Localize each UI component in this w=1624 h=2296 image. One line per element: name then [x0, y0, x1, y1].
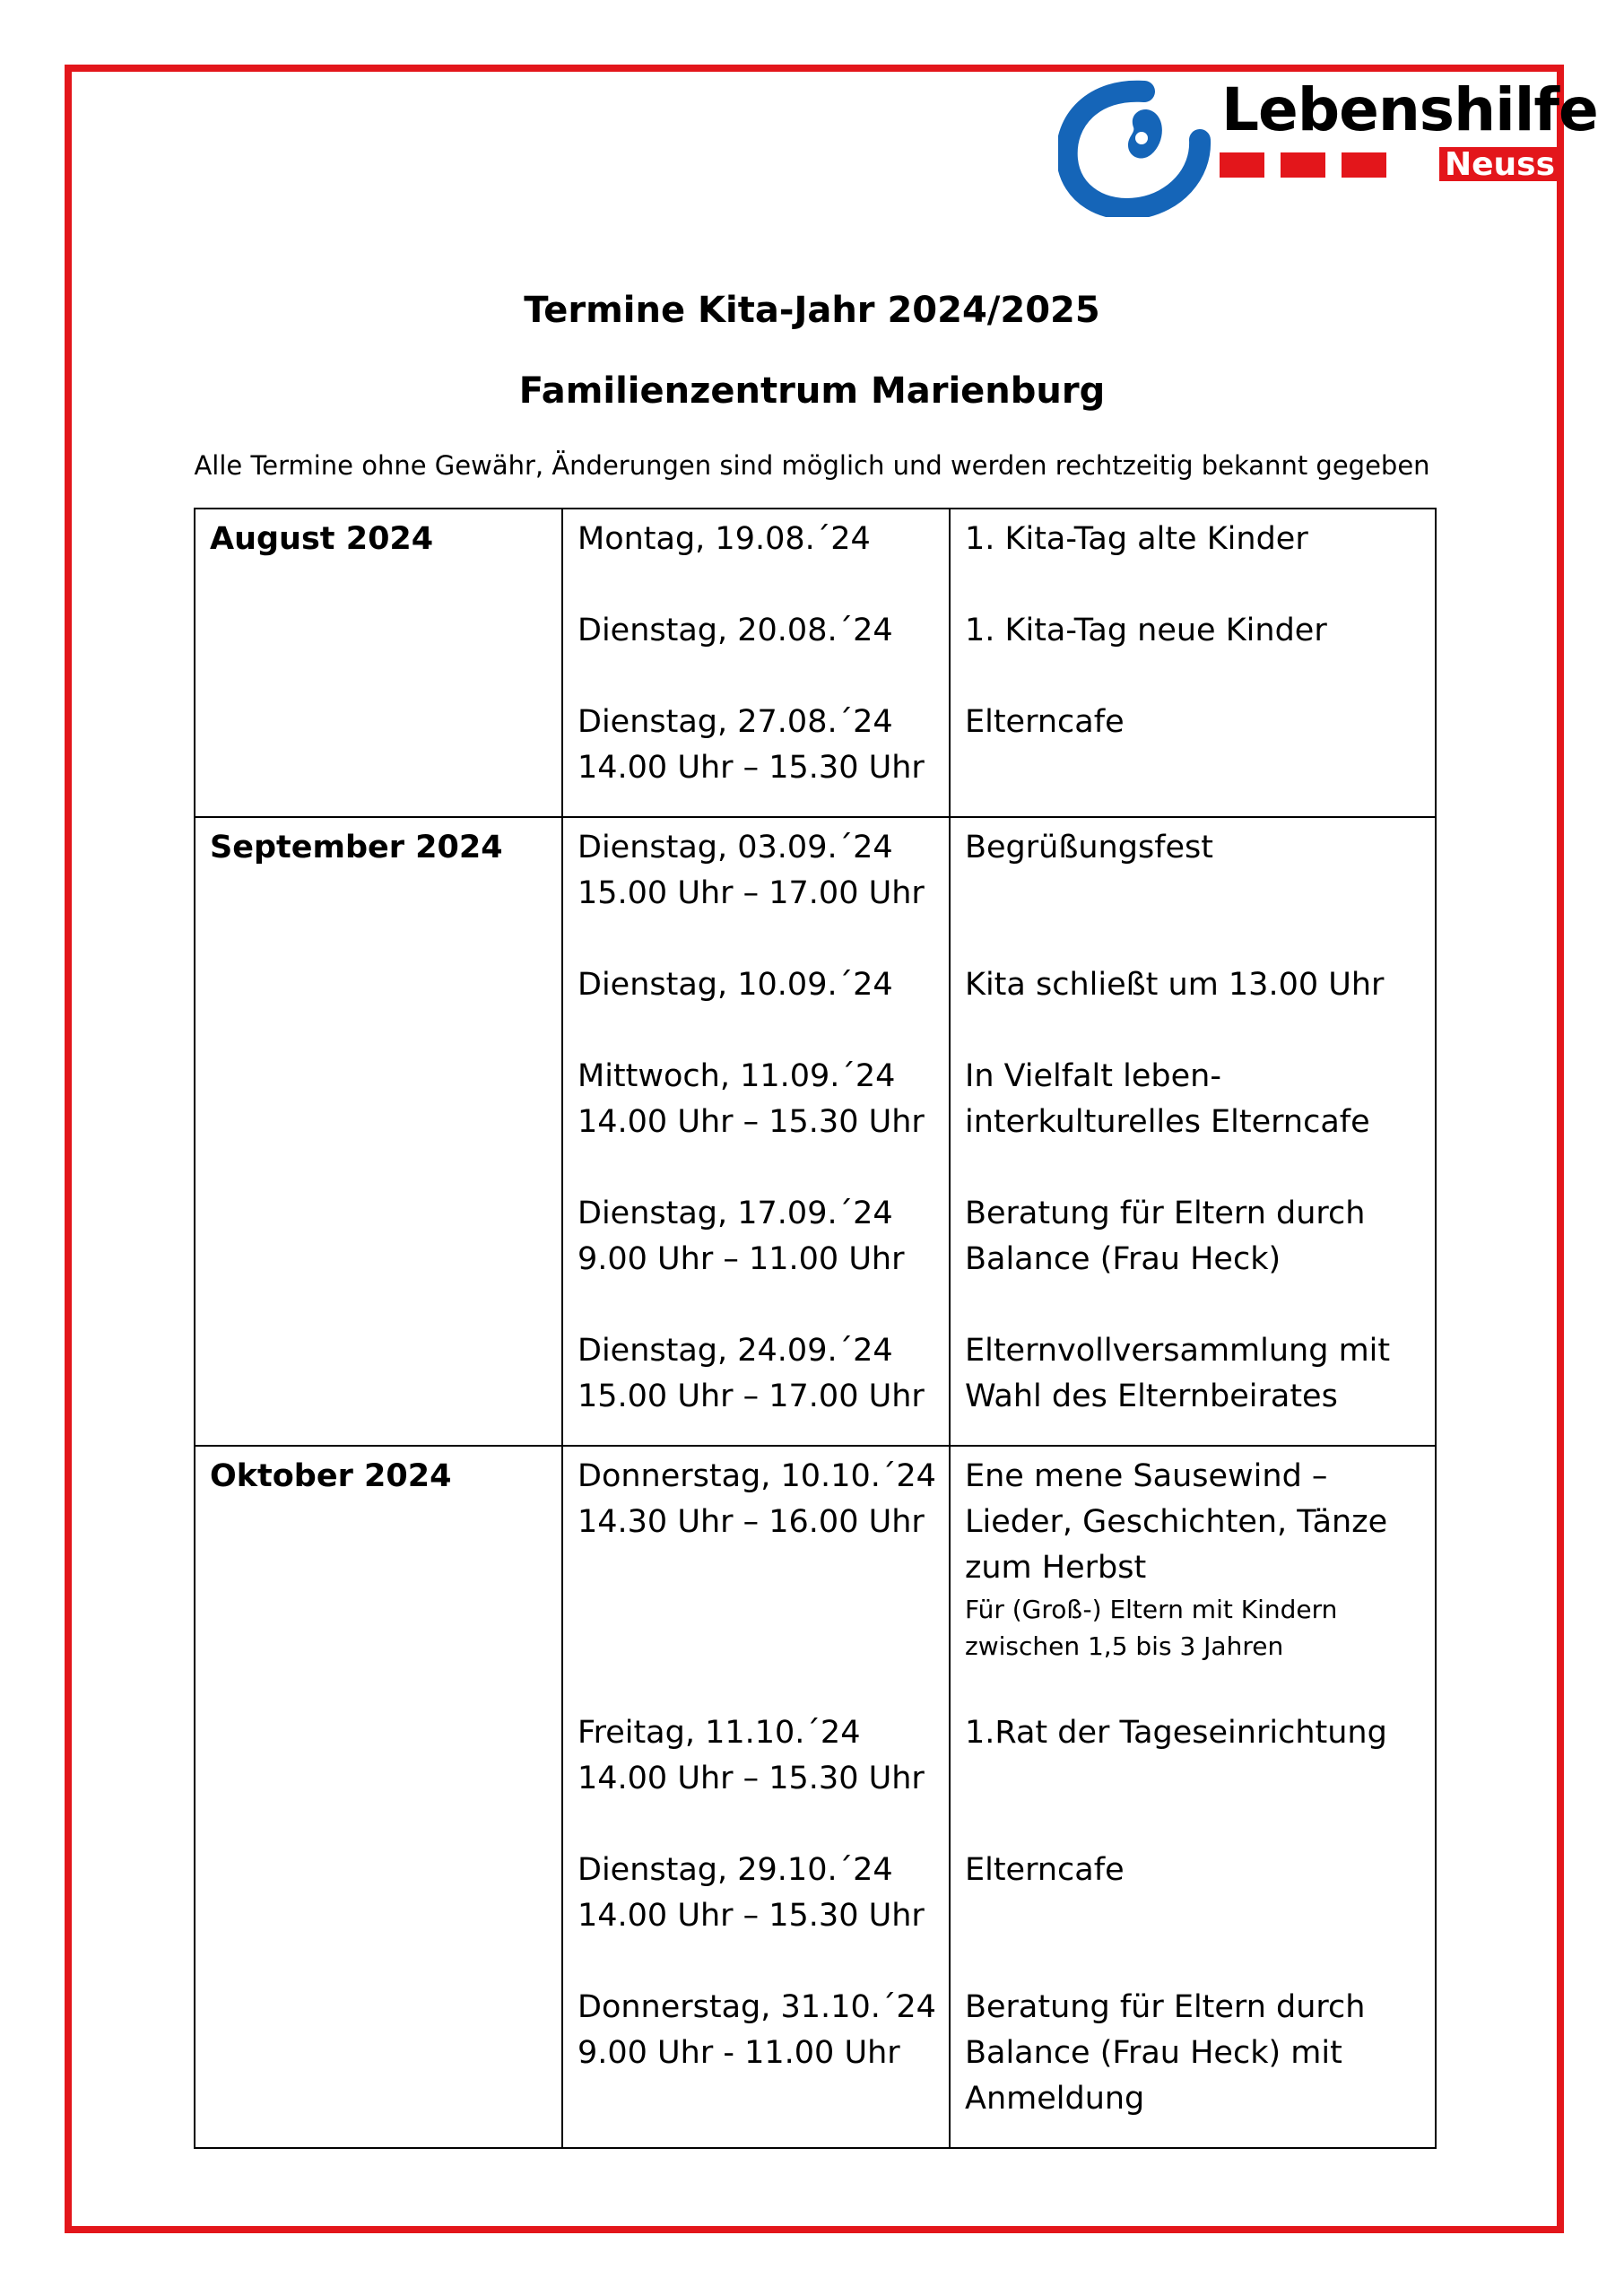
event-cell — [950, 509, 1436, 817]
event-time: 14.00 Uhr – 15.30 Uhr — [578, 750, 925, 786]
event-time: 14.00 Uhr – 15.30 Uhr — [578, 1104, 925, 1140]
event-desc-block — [965, 1848, 1420, 1939]
table-row — [195, 1446, 1436, 2148]
event-date-block — [578, 962, 934, 1008]
event-desc-block — [965, 1985, 1420, 2122]
month-cell — [195, 509, 562, 817]
page-subtitle: Familienzentrum Marienburg — [518, 370, 1106, 412]
event-description: Ene mene Sausewind – Lieder, Geschichten, Tänze zum Herbst — [965, 1458, 1388, 1586]
event-date-block — [578, 1848, 934, 1939]
event-date: Dienstag, 10.09.´24 — [578, 967, 893, 1003]
event-desc-block — [965, 1054, 1420, 1145]
table-row — [195, 509, 1436, 817]
event-date: Dienstag, 17.09.´24 — [578, 1196, 893, 1231]
page-title: Termine Kita-Jahr 2024/2025 — [524, 290, 1100, 331]
event-time: 15.00 Uhr – 17.00 Uhr — [578, 875, 925, 911]
event-date: Dienstag, 24.09.´24 — [578, 1333, 893, 1369]
month-label: September 2024 — [210, 830, 503, 865]
schedule-table — [194, 508, 1437, 2149]
event-time: 9.00 Uhr - 11.00 Uhr — [578, 2035, 900, 2071]
event-date: Donnerstag, 10.10.´24 — [578, 1458, 936, 1494]
month-cell — [195, 1446, 562, 2148]
logo-city: Neuss — [1439, 147, 1560, 181]
event-description-line2: interkulturelles Elterncafe — [965, 1104, 1370, 1140]
event-time: 9.00 Uhr – 11.00 Uhr — [578, 1241, 905, 1277]
event-time: 14.30 Uhr – 16.00 Uhr — [578, 1504, 925, 1540]
event-desc-block — [965, 825, 1420, 917]
event-time: 15.00 Uhr – 17.00 Uhr — [578, 1378, 925, 1414]
date-cell — [562, 509, 950, 817]
event-description: Elterncafe — [965, 1852, 1125, 1888]
date-cell — [562, 1446, 950, 2148]
event-description: Beratung für Eltern durch Balance (Frau Heck) mit Anmeldung — [965, 1989, 1366, 2117]
event-description: 1.Rat der Tageseinrichtung — [965, 1715, 1387, 1751]
event-description-line2: Wahl des Elternbeirates — [965, 1378, 1338, 1414]
table-row — [195, 817, 1436, 1446]
event-description: Kita schließt um 13.00 Uhr — [965, 967, 1385, 1003]
event-date-block — [578, 1985, 934, 2122]
lebenshilfe-logo — [1058, 74, 1598, 217]
event-date-block — [578, 1191, 934, 1283]
event-date-block — [578, 700, 934, 791]
lebenshilfe-logo-mark — [1058, 74, 1220, 217]
event-date-block — [578, 1054, 934, 1145]
event-date: Dienstag, 27.08.´24 — [578, 704, 893, 740]
month-label: August 2024 — [210, 521, 434, 557]
event-desc-block — [965, 608, 1420, 654]
event-date: Dienstag, 20.08.´24 — [578, 613, 893, 648]
event-time: 14.00 Uhr – 15.30 Uhr — [578, 1761, 925, 1796]
month-label: Oktober 2024 — [210, 1458, 452, 1494]
event-date-block — [578, 1328, 934, 1420]
event-description: Begrüßungsfest — [965, 830, 1214, 865]
event-description: 1. Kita-Tag alte Kinder — [965, 521, 1308, 557]
event-desc-block — [965, 700, 1420, 791]
event-description: Elternvollversammlung mit — [965, 1333, 1391, 1369]
event-date-block — [578, 1454, 934, 1665]
event-cell — [950, 1446, 1436, 2148]
event-date: Donnerstag, 31.10.´24 — [578, 1989, 936, 2025]
event-description: In Vielfalt leben- — [965, 1058, 1221, 1094]
event-date: Dienstag, 29.10.´24 — [578, 1852, 893, 1888]
event-desc-block — [965, 1454, 1420, 1665]
event-desc-block — [965, 517, 1420, 562]
event-desc-block — [965, 1191, 1420, 1283]
event-description-line2: Balance (Frau Heck) — [965, 1241, 1281, 1277]
event-time: 14.00 Uhr – 15.30 Uhr — [578, 1898, 925, 1934]
event-date-block — [578, 1710, 934, 1802]
event-description: Beratung für Eltern durch — [965, 1196, 1366, 1231]
event-description: 1. Kita-Tag neue Kinder — [965, 613, 1327, 648]
event-date: Freitag, 11.10.´24 — [578, 1715, 861, 1751]
event-date: Mittwoch, 11.09.´24 — [578, 1058, 896, 1094]
event-cell — [950, 817, 1436, 1446]
event-date-block — [578, 608, 934, 654]
event-date-block — [578, 825, 934, 917]
month-cell — [195, 817, 562, 1446]
date-cell — [562, 817, 950, 1446]
event-date-block — [578, 517, 934, 562]
event-note: Für (Groß-) Eltern mit Kindern zwischen 1,5 bis 3 Jahren — [965, 1595, 1338, 1661]
event-desc-block — [965, 962, 1420, 1008]
logo-wordmark: Lebenshilfe — [1221, 75, 1598, 144]
event-desc-block — [965, 1710, 1420, 1802]
event-desc-block — [965, 1328, 1420, 1420]
event-date: Montag, 19.08.´24 — [578, 521, 871, 557]
event-date: Dienstag, 03.09.´24 — [578, 830, 893, 865]
disclaimer-note: Alle Termine ohne Gewähr, Änderungen sind möglich und werden rechtzeitig bekannt gegeben — [194, 450, 1430, 481]
event-description: Elterncafe — [965, 704, 1125, 740]
